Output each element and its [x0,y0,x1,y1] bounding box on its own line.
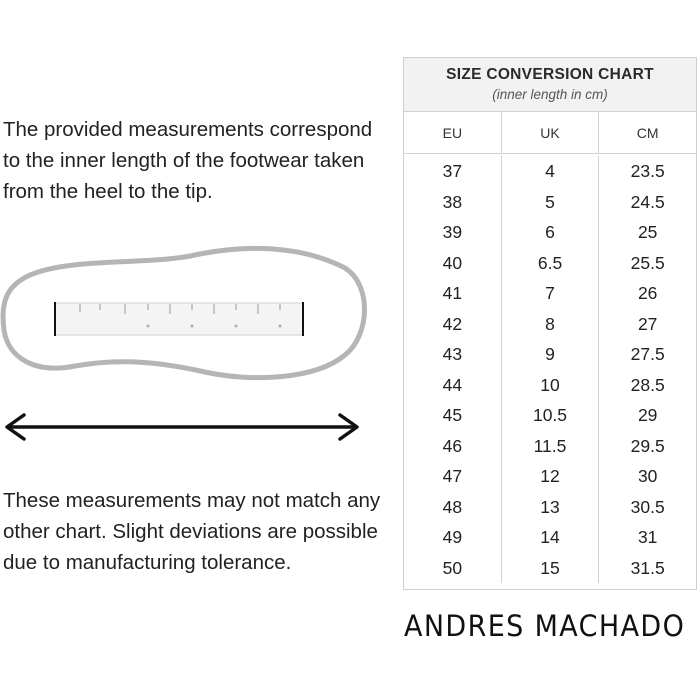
column-header-uk: UK [502,112,600,154]
cell-cm: 26 [637,283,658,303]
cell-cm: 31 [637,527,658,547]
cell-cm: 25.5 [630,252,665,273]
insole-illustration [0,240,380,400]
table-row [404,187,696,218]
cell-uk: 9 [502,339,600,370]
cell-eu: 47 [404,461,502,492]
cell-cm: 31.5 [630,557,665,578]
cell-uk: 11.5 [502,431,600,462]
chart-title: SIZE CONVERSION CHART [446,66,654,83]
column-header-row [404,112,696,154]
table-row [404,339,696,370]
cell-uk: 7 [502,278,600,309]
cell-uk: 10 [502,370,600,401]
cell-cm: 30 [637,466,658,486]
cell-uk: 10.5 [502,400,600,431]
table-row [404,156,696,187]
cell-eu: 42 [404,309,502,340]
chart-subtitle: (inner length in cm) [492,87,608,102]
cell-eu: 41 [404,278,502,309]
cell-eu: 43 [404,339,502,370]
table-row [404,553,696,584]
table-row [404,492,696,523]
cell-cm: 27.5 [630,344,665,364]
brand-logo: ANDRES MACHADO [404,609,686,643]
column-header-eu: EU [404,112,502,154]
cell-eu: 48 [404,492,502,523]
cell-eu: 44 [404,370,502,401]
cell-cm: 29.5 [630,435,665,456]
cell-cm: 24.5 [630,191,665,212]
chart-header [404,58,696,112]
cell-uk: 4 [502,156,600,187]
table-row [404,461,696,492]
cell-eu: 49 [404,522,502,553]
cell-eu: 45 [404,400,502,431]
cell-cm: 27 [637,313,658,334]
measuring-ruler-icon [55,302,303,336]
cell-uk: 6.5 [502,248,600,279]
cell-uk: 8 [502,309,600,340]
cell-uk: 5 [502,187,600,218]
cell-cm: 30.5 [630,496,665,517]
cell-cm: 29 [637,405,658,425]
cell-cm: 28.5 [630,374,665,395]
cell-uk: 12 [502,461,600,492]
column-header-cm: CM [599,112,696,154]
cell-uk: 14 [502,522,600,553]
cell-uk: 13 [502,492,600,523]
table-row [404,278,696,309]
cell-eu: 50 [404,553,502,584]
cell-eu: 40 [404,248,502,279]
chart-body [404,154,696,589]
table-row [404,522,696,553]
cell-eu: 46 [404,431,502,462]
cell-eu: 37 [404,156,502,187]
table-row [404,370,696,401]
intro-text: The provided measurements correspond to the inner length of the footwear taken from the heel to the tip. [3,118,373,203]
length-arrow-icon [0,405,370,449]
cell-eu: 38 [404,187,502,218]
cell-cm: 25 [637,222,658,242]
cell-uk: 15 [502,553,600,584]
cell-cm: 23.5 [630,161,665,181]
table-row [404,309,696,340]
table-row [404,431,696,462]
table-row [404,400,696,431]
cell-uk: 6 [502,217,600,248]
cell-eu: 39 [404,217,502,248]
table-row [404,248,696,279]
size-conversion-chart [403,57,697,590]
disclaimer-text: These measurements may not match any other chart. Slight deviations are possible due to manufacturing tolerance. [3,489,381,574]
table-row [404,217,696,248]
